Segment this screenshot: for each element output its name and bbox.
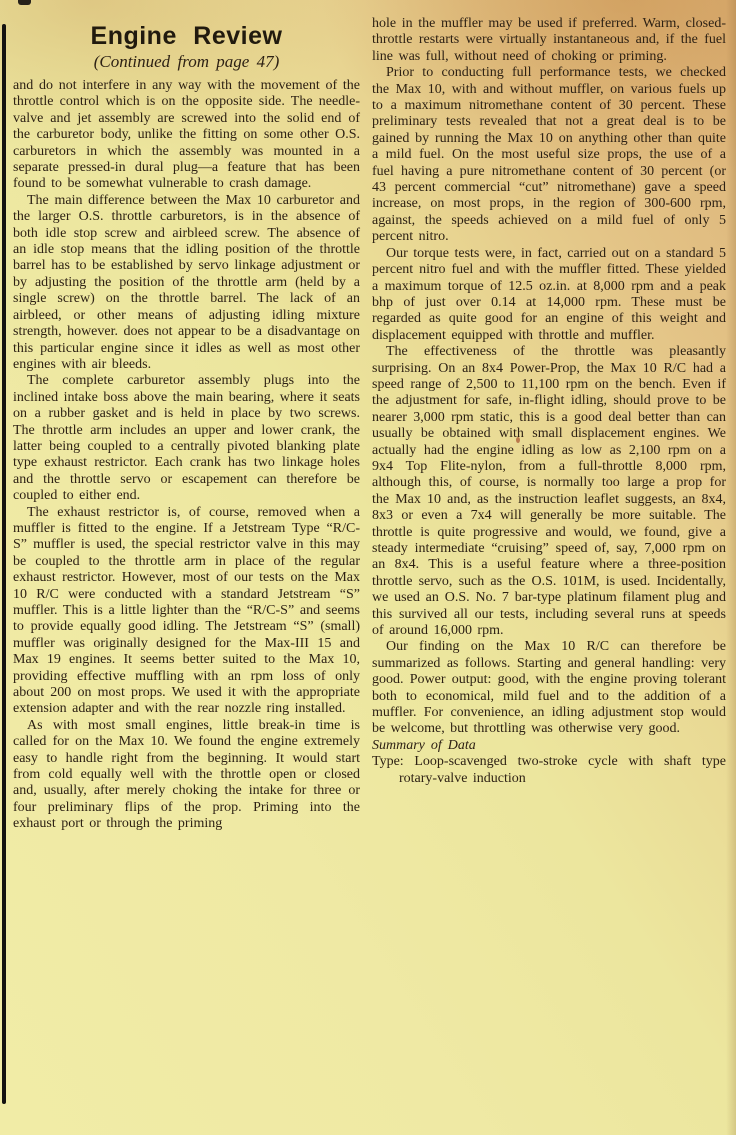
paragraph: The effectiveness of the throttle was pleasantly surprising. On an 8x4 Power-Prop, the Max 10 R/C had a speed range of 2,500 to 11,100 rpm on the bench. Even if the adjustment for safe, in-flight idling, should prove to be nearer 3,000 rpm static, this is a good deal better than can usually be obtained with small displacement engines. We actually had the engine idling as low as 2,100 rpm on a 9x4 Top Flite-nylon, from a full-throttle 8,000 rpm, although this, of course, is normally too large a prop for the Max 10 and, as the instruction leaflet suggests, an 8x4, 8x3 or even a 7x4 will generally be more suitable. The throttle is quite progressive and would, we found, give a steady intermediate “cruising” speed of, say, 7,000 rpm on an 8x4. This is a useful feature where a three-position throttle servo, such as the O.S. 101M, is used. Incidentally, we used an O.S. No. 7 bar-type platinum filament plug and this survived all our tests, including several runs at speeds of around 16,000 rpm. [372, 344, 726, 639]
paragraph: and do not interfere in any way with the movement of the throttle control which is on the opposite side. The needle-valve and jet assembly are screwed into the solid end of the carburetor body, unlike the fitting on some other O.S. carburetors in which the assembly was mounted in a separate pressed-in dural plug—a feature that has been found to be somewhat vulnerable to crash damage. [13, 78, 360, 192]
page-edge-shadow [726, 0, 736, 1135]
paragraph: The main difference between the Max 10 carburetor and the larger O.S. throttle carburetors, is in the absence of both idle stop screw and airbleed screw. The absence of an idle stop means that the idling position of the throttle barrel has to be established by servo linkage adjustment or by adjusting the position of the throttle arm (held by a single screw) on the throttle barrel. The lack of an airbleed, or other means of adjusting idling mixture strength, however. does not appear to be a disadvantage on this particular engine since it idles as well as most other engines with air bleeds. [13, 192, 360, 372]
paragraph: Prior to conducting full performance tests, we checked the Max 10, with and without muffler, on various fuels up to a maximum nitromethane content of 30 percent. These preliminary tests revealed that not a great deal is to be gained by running the Max 10 on anything other than quite a mild fuel. On the most useful size props, the use of a fuel having a pure nitromethane content of 30 percent (or 43 percent commercial “cut” nitromethane) gave a speed increase, on most props, in the region of 300-600 rpm, against, the speeds achieved on a mild fuel of only 5 percent nitro. [372, 65, 726, 245]
paragraph: Our finding on the Max 10 R/C can therefore be summarized as follows. Starting and general handling: very good. Power output: good, with the engine proving tolerant both to economical, mild fuel and to the addition of a muffler. For convenience, an idling adjustment stop would be welcome, but throttling was otherwise very good. [372, 639, 726, 737]
paragraph: As with most small engines, little break-in time is called for on the Max 10. We found the engine extremely easy to handle right from the beginning. It would start from cold equally well with the throttle open or closed and, usually, after merely choking the intake for three or four preliminary flips of the prop. Priming into the exhaust port or through the priming [13, 717, 360, 832]
summary-of-data-heading: Summary of Data [372, 737, 476, 753]
summary-type-line: Type: Loop-scavenged two-stroke cycle with shaft type rotary-valve induction [372, 754, 726, 786]
paragraph: The exhaust restrictor is, of course, removed when a muffler is fitted to the engine. If a Jetstream Type “R/C-S” muffler is used, the special restrictor valve in this may be coupled to the throttle arm in place of the regular exhaust restrictor. However, most of our tests on the Max 10 R/C were conducted with a standard Jetstream “S” muffler. This is a little lighter than the “R/C-S” and seems to provide equally good idling. The Jetstream “S” (small) muffler was originally designed for the Max-III 15 and Max 19 engines. It seems better suited to the Max 10, providing effective muffling with an rpm loss of only about 200 on most props. We used it with the appropriate extension adapter and with the rear nozzle ring installed. [13, 504, 360, 717]
paragraph: hole in the muffler may be used if preferred. Warm, closed-throttle restarts were virtually instantaneous and, if the fuel line was full, without need of choking or priming. [372, 16, 726, 64]
left-column [13, 16, 360, 833]
article-title: Engine Review [90, 22, 283, 50]
paragraph: The complete carburetor assembly plugs into the inclined intake boss above the main bearing, where it seats on a rubber gasket and is held in place by two screws. The throttle arm includes an upper and lower crank, the latter being coupled to a centrally pivoted blanking plate type exhaust restrictor. Each crank has two linkage holes and the throttle servo or escapement can therefore be coupled to either end. [13, 373, 360, 504]
left-column-rule [2, 24, 6, 1104]
right-column [372, 16, 726, 787]
continued-from-note: (Continued from page 47) [93, 52, 280, 71]
paragraph: Our torque tests were, in fact, carried out on a standard 5 percent nitro fuel and with the muffler fitted. These yielded a maximum torque of 12.5 oz.in. at 8,000 rpm and a peak bhp of just over 0.14 at 14,000 rpm. These must be regarded as quite good for an engine of this weight and displacement equipped with throttle and muffler. [372, 245, 726, 343]
scan-smudge [18, 0, 31, 5]
